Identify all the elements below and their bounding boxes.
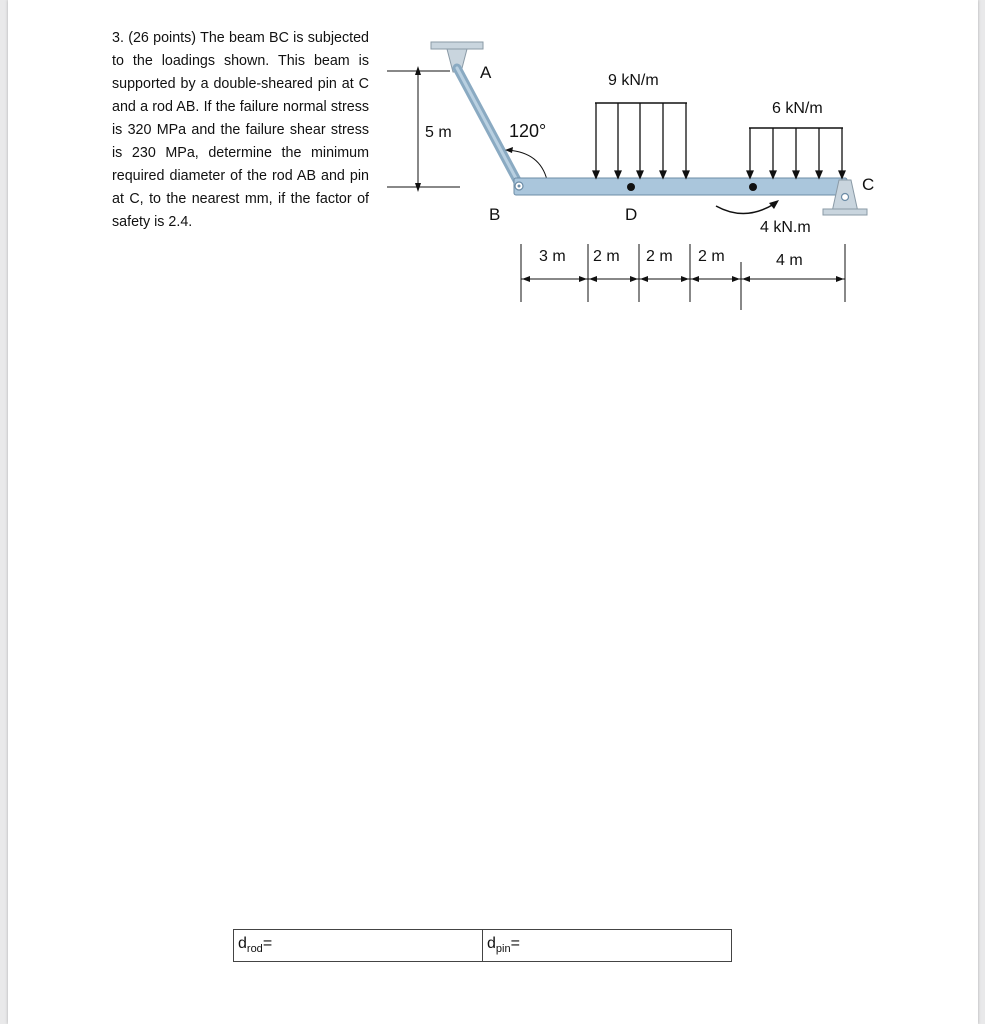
label-c: C [862, 175, 875, 194]
label-d: D [625, 205, 638, 224]
dim-label-3: 2 m [646, 248, 673, 265]
dim-label-5: 4 m [776, 252, 803, 269]
height-label: 5 m [425, 124, 452, 141]
label-b: B [489, 205, 501, 224]
pin-b-center [518, 185, 521, 188]
dim-label-2: 2 m [593, 248, 620, 265]
label-a: A [480, 63, 492, 82]
rod-diameter-answer[interactable] [234, 930, 483, 961]
moment-label: 4 kN.m [760, 219, 811, 236]
support-c-base [823, 209, 867, 215]
rod-sub: rod [246, 943, 263, 956]
pin-c [842, 194, 849, 201]
rod-prefix: d [238, 935, 247, 952]
point-d [627, 183, 635, 191]
problem-text: 3. (26 points) The beam BC is subjected to the loadings shown. This beam is supported by a double-sheared pin at C and a rod AB. If the failure normal stress is 320 MPa and the failure shear stress is 230 MPa, determine the minimum required diameter of the rod AB and pin at C, to the nearest mm, if the factor of safety is 2.4. [112, 30, 369, 230]
dim-label-1: 3 m [539, 248, 566, 265]
pin-diameter-answer[interactable] [483, 930, 731, 961]
angle-label: 120° [509, 121, 547, 141]
beam-diagram [0, 0, 985, 330]
ceiling-support [431, 42, 483, 49]
beam-bc [514, 178, 847, 195]
pin-eq: = [510, 935, 520, 952]
load2-label: 6 kN/m [772, 100, 823, 117]
load1-label: 9 kN/m [608, 72, 659, 89]
load2-arrows [747, 128, 845, 178]
moment-point [749, 183, 757, 191]
dim-label-4: 2 m [698, 248, 725, 265]
moment-arc [716, 204, 774, 214]
rod-eq: = [262, 935, 273, 952]
load1-arrows [593, 103, 689, 178]
moment-arrow [769, 200, 779, 209]
pin-sub: pin [495, 943, 511, 956]
pin-prefix: d [487, 935, 496, 952]
answer-table [233, 929, 732, 962]
